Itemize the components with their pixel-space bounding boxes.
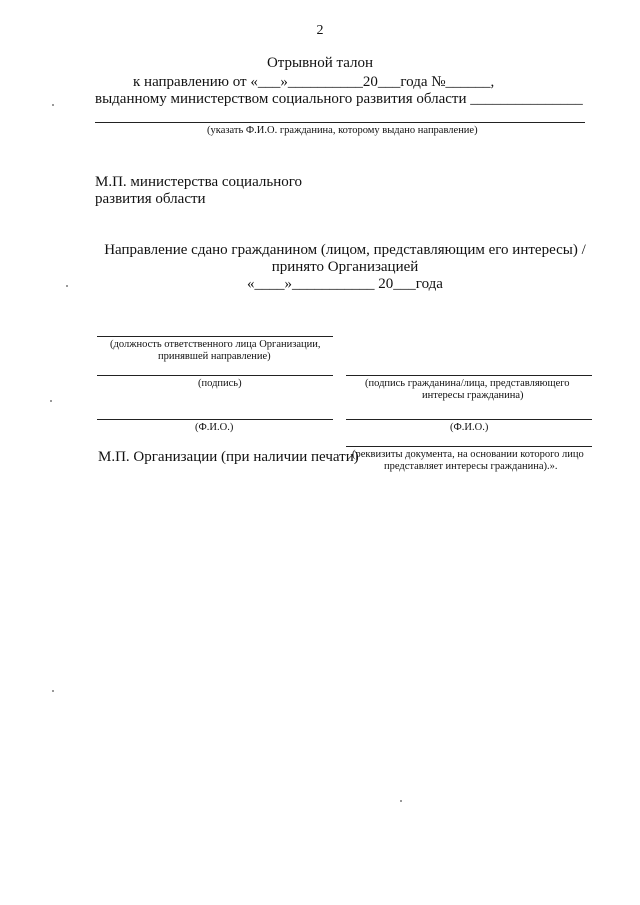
ministry-seal-line-2: развития области <box>95 191 206 207</box>
issued-by-line: выданному министерством социального развития области _______________ <box>95 91 583 107</box>
page-number: 2 <box>316 23 324 38</box>
doc-requisites-underline <box>346 446 592 447</box>
fio-left-hint: (Ф.И.О.) <box>195 422 234 433</box>
citizen-signature-hint-line-2: интересы гражданина) <box>422 390 524 401</box>
citizen-signature-underline <box>346 375 592 376</box>
scan-speck <box>400 800 402 802</box>
handover-line-2: принято Организацией <box>271 259 419 275</box>
doc-requisites-hint-line-2: представляет интересы гражданина).». <box>384 461 558 472</box>
ministry-seal-line-1: М.П. министерства социального <box>95 174 303 190</box>
position-underline <box>97 336 333 337</box>
fio-left-underline <box>97 419 333 420</box>
signature-underline <box>97 375 333 376</box>
signature-hint: (подпись) <box>198 378 242 389</box>
fio-hint: (указать Ф.И.О. гражданина, которому выдано направление) <box>207 125 478 136</box>
scan-speck <box>66 285 68 287</box>
page-title: Отрывной талон <box>266 55 374 71</box>
citizen-signature-hint-line-1: (подпись гражданина/лица, представляющего <box>365 378 570 389</box>
scan-speck <box>52 690 54 692</box>
position-hint-line-2: принявшей направление) <box>158 351 271 362</box>
fio-right-underline <box>346 419 592 420</box>
doc-requisites-hint-line-1: (реквизиты документа, на основании которого лицо <box>352 449 584 460</box>
fio-right-hint: (Ф.И.О.) <box>450 422 489 433</box>
referral-date-number-line: к направлению от «___»__________20___года №______, <box>133 74 495 90</box>
scan-speck <box>52 104 54 106</box>
handover-date-line: «____»___________ 20___года <box>247 276 443 292</box>
scan-speck <box>50 400 52 402</box>
organization-seal: М.П. Организации (при наличии печати) <box>98 449 359 465</box>
fio-underline <box>95 122 585 123</box>
position-hint-line-1: (должность ответственного лица Организации, <box>110 339 321 350</box>
handover-line-1: Направление сдано гражданином (лицом, представляющим его интересы) / <box>104 242 586 258</box>
